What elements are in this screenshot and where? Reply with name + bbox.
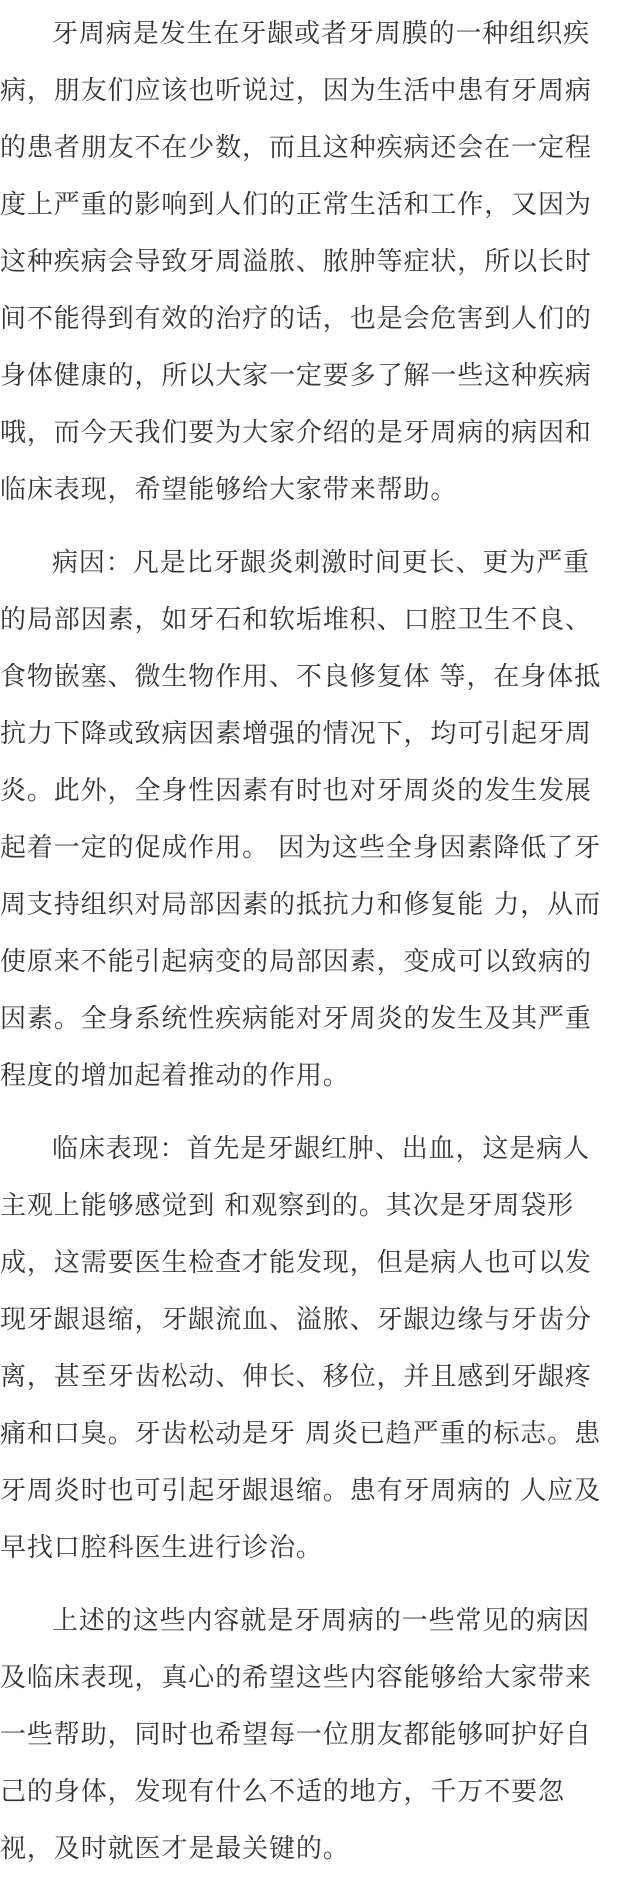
text-line: 程度的增加起着推动的作用。 [0, 1061, 350, 1091]
text-line: 哦，而今天我们要为大家介绍的是牙周病的病因和 [0, 418, 592, 448]
text-line: 早找口腔科医生进行诊治。 [0, 1533, 323, 1563]
text-line: 痛和口臭。牙齿松动是牙 周炎已趋严重的标志。患 [0, 1419, 601, 1449]
text-line: 牙周炎时也可引起牙龈退缩。患有牙周病的 人应及 [0, 1476, 601, 1506]
text-line: 临床表现：首先是牙龈红肿、出血，这是病人 [52, 1134, 591, 1164]
text-line: 上述的这些内容就是牙周病的一些常见的病因 [52, 1606, 591, 1636]
text-line: 食物嵌塞、微生物作用、不良修复体 等，在身体抵 [0, 662, 601, 692]
text-line: 使原来不能引起病变的局部因素，变成可以致病的 [0, 947, 592, 977]
paragraph-intro [0, 6, 640, 519]
text-line: 一些帮助，同时也希望每一位朋友都能够呵护好自 [0, 1720, 592, 1750]
text-line: 的患者朋友不在少数，而且这种疾病还会在一定程 [0, 133, 592, 163]
text-line: 及临床表现，真心的希望这些内容能够给大家带来 [0, 1663, 592, 1693]
text-line: 起着一定的促成作用。 因为这些全身因素降低了牙 [0, 833, 601, 863]
text-line: 周支持组织对局部因素的抵抗力和修复能 力，从而 [0, 890, 601, 920]
text-line: 这种疾病会导致牙周溢脓、脓肿等症状，所以长时 [0, 247, 592, 277]
text-line: 病，朋友们应该也听说过，因为生活中患有牙周病 [0, 76, 592, 106]
text-line: 己的身体，发现有什么不适的地方，千万不要忽 [0, 1777, 565, 1807]
text-line: 现牙龈退缩，牙龈流血、溢脓、牙龈边缘与牙齿分 [0, 1305, 592, 1335]
paragraph-symptoms [0, 1121, 640, 1577]
paragraph-conclusion [0, 1593, 640, 1878]
text-line: 抗力下降或致病因素增强的情况下，均可引起牙周 [0, 719, 592, 749]
text-line: 离，甚至牙齿松动、伸长、移位，并且感到牙龈疼 [0, 1362, 592, 1392]
text-line: 炎。此外，全身性因素有时也对牙周炎的发生发展 [0, 776, 592, 806]
text-line: 视，及时就医才是最关键的。 [0, 1834, 350, 1864]
text-line: 身体健康的，所以大家一定要多了解一些这种疾病 [0, 361, 592, 391]
text-line: 临床表现，希望能够给大家带来帮助。 [0, 475, 458, 505]
text-line: 成，这需要医生检查才能发现，但是病人也可以发 [0, 1248, 592, 1278]
text-line: 度上严重的影响到人们的正常生活和工作，又因为 [0, 190, 592, 220]
text-line: 牙周病是发生在牙龈或者牙周膜的一种组织疾 [52, 19, 591, 49]
text-line: 因素。全身系统性疾病能对牙周炎的发生及其严重 [0, 1004, 592, 1034]
text-line: 主观上能够感觉到 和观察到的。其次是牙周袋形 [0, 1191, 575, 1221]
text-line: 病因：凡是比牙龈炎刺激时间更长、更为严重 [52, 548, 591, 578]
text-line: 的局部因素，如牙石和软垢堆积、口腔卫生不良、 [0, 605, 592, 635]
paragraph-cause [0, 535, 640, 1105]
text-line: 间不能得到有效的治疗的话，也是会危害到人们的 [0, 304, 592, 334]
